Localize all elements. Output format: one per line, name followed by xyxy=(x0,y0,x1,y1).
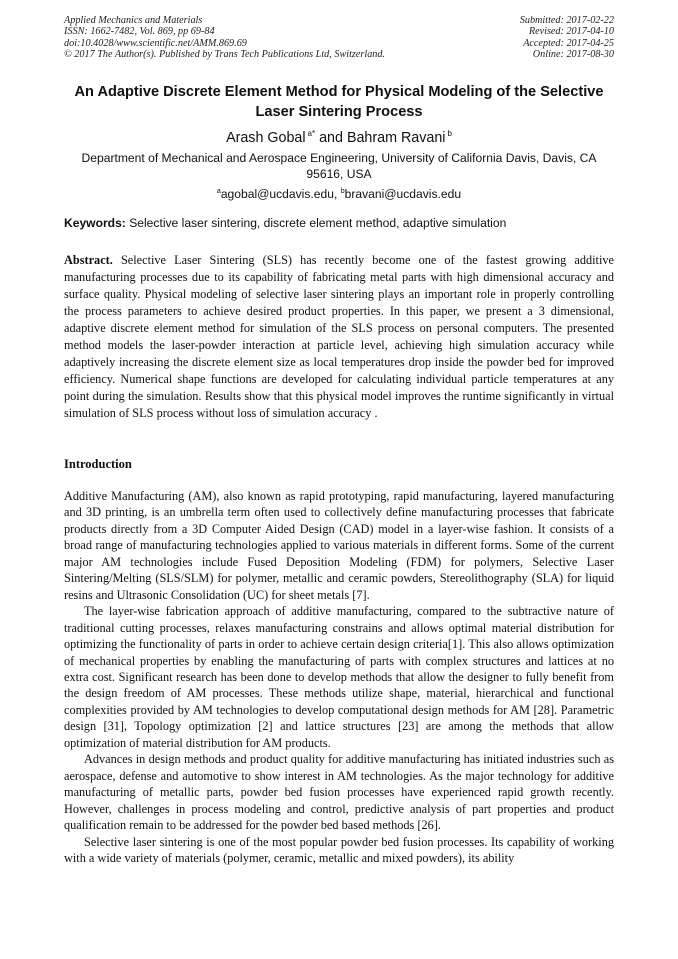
author-2-affil-mark: b xyxy=(447,129,452,138)
author-list xyxy=(60,125,618,147)
email-a-mark: a xyxy=(216,188,221,195)
publication-dates xyxy=(520,15,614,61)
keywords xyxy=(64,215,624,231)
journal-info xyxy=(64,15,385,61)
author-2-name: Bahram Ravani xyxy=(346,130,446,146)
intro-paragraph-4: Selective laser sintering is one of the most popular powder bed fusion processes. Its capability of working with a wide variety of materials (polymer, ceramic, metallic and mixed powders), its ability xyxy=(64,834,614,865)
email-a[interactable]: agobal@ucdavis.edu, xyxy=(220,187,338,201)
issn-line: ISSN: 1662-7482, Vol. 869, pp 69-84 xyxy=(64,26,215,38)
intro-paragraph-1: Additive Manufacturing (AM), also known as rapid prototyping, rapid manufacturing, layered manufacturing and 3D printing, is an umbrella term often used to collectively define manufacturing processes that fabricate products directly from a 3D Computer Aided Design (CAD) model in a layer-wise fashion. It consists of a broad range of manufacturing technologies applied to various materials in different forms. Some of the current major AM technologies include Fused Deposition Modeling (FDM) for polymers, Selective Laser Sintering/Melting (SLS/SLM) for polymer, metallic and ceramic powders, Stereolithography (SLA) for liquid resins and Ultrasonic Consolidation (UC) for sheet metals [7]. xyxy=(64,489,614,602)
author-conjunction: and xyxy=(319,130,343,146)
author-1-name: Arash Gobal xyxy=(226,130,306,146)
keywords-text: Selective laser sintering, discrete element method, adaptive simulation xyxy=(129,216,507,230)
section-heading-introduction: Introduction xyxy=(64,457,132,471)
email-b[interactable]: bravani@ucdavis.edu xyxy=(344,187,462,201)
paper-title: An Adaptive Discrete Element Method for Physical Modeling of the Selective Laser Sintering Process xyxy=(74,84,604,120)
author-emails xyxy=(60,184,618,202)
intro-paragraph-2: The layer-wise fabrication approach of additive manufacturing, compared to the subtractive nature of traditional cutting processes, relaxes manufacturing constrains and allows optimal material distribution for optimizing the functionality of parts in order to achieve certain design criteria[1]. This also allows optimization of mechanical properties by enabling the manufacturing of parts with complex structures and lattices at no extra cost. Significant research has been done to develop methods that allow the designer to fully benefit from the design freedom of AM processes. These methods utilize shape, material, hierarchical and functional complexities provided by AM technologies to develop computational design methods for AM [28]. Parametric design [31], Topology optimization [2] and lattice structures [23] are among the methods that allow optimization of material distribution for AM products. xyxy=(64,604,614,750)
introduction-body xyxy=(64,488,614,866)
doi-line[interactable]: doi:10.4028/www.scientific.net/AMM.869.69 xyxy=(64,37,247,49)
author-1-affil-mark: a* xyxy=(307,129,316,138)
email-b-mark: b xyxy=(340,188,345,195)
journal-name: Applied Mechanics and Materials xyxy=(64,15,203,26)
revised-date: Revised: 2017-04-10 xyxy=(528,26,614,38)
keywords-label: Keywords: xyxy=(64,216,126,230)
online-date: Online: 2017-08-30 xyxy=(532,49,614,61)
abstract xyxy=(64,252,614,422)
submitted-date: Submitted: 2017-02-22 xyxy=(519,15,614,26)
affiliation: Department of Mechanical and Aerospace Engineering, University of California Davis, Davis, CA 95616, USA xyxy=(81,151,597,181)
abstract-label: Abstract. xyxy=(64,253,113,267)
intro-paragraph-3: Advances in design methods and product quality for additive manufacturing has initiated industries such as aerospace, defense and automotive to show interest in AM technologies. As the major technology for additive manufacturing of metallic parts, powder bed fusion processes have experienced rapid growth recently. However, challenges in process modeling and control, predictive analysis of part properties and product qualification remain to be addressed for the powder bed based methods [26]. xyxy=(64,752,614,833)
copyright-line: © 2017 The Author(s). Published by Trans Tech Publications Ltd, Switzerland. xyxy=(64,49,386,61)
abstract-text: Selective Laser Sintering (SLS) has recently become one of the fastest growing additive manufacturing processes due to its capability of fabricating metal parts with high dimensional accuracy and surface quality. Physical modeling of selective laser sintering plays an important role in properly controlling the process parameters to achieve desired product properties. In this paper, we present a 3 dimensional, adaptive discrete element method for simulation of the SLS process on personal computers. The presented method models the laser-powder interaction at particle level, achieving high simulation accuracy while adaptively increasing the discrete element size as local temperatures drop inside the powder bed for improved efficiency. Numerical shape functions are developed for calculating individual particle temperatures at any point during the simulation. Results show that this physical model improves the runtime significantly in virtual simulation of SLS process without loss of simulation accuracy . xyxy=(64,253,615,420)
accepted-date: Accepted: 2017-04-25 xyxy=(523,37,614,49)
